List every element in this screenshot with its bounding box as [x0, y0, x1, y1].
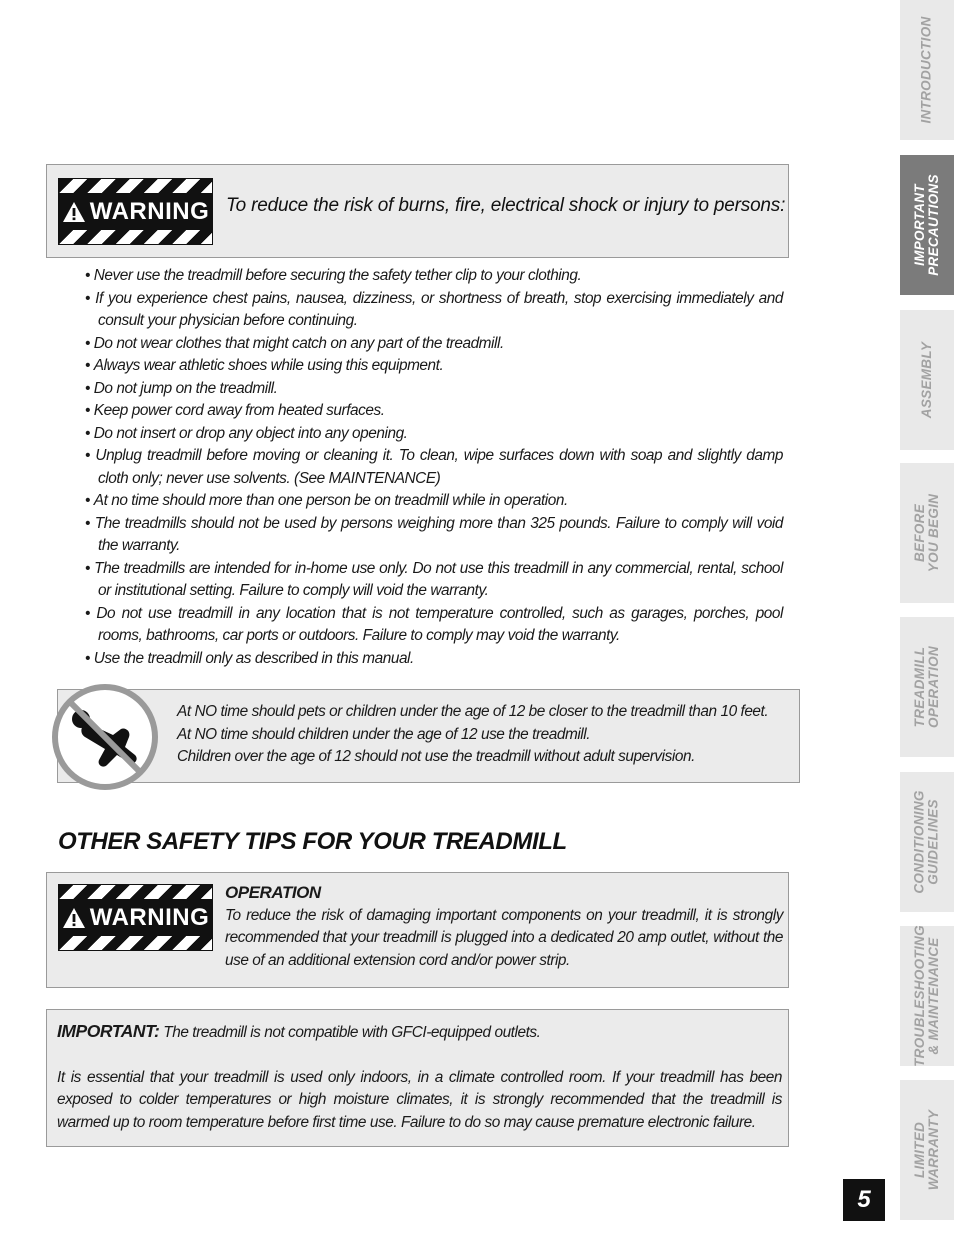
warning-triangle-icon: [62, 201, 86, 223]
tab-conditioning-guidelines[interactable]: [900, 772, 954, 912]
tab-important-precautions[interactable]: [900, 155, 954, 295]
list-item: • Always wear athletic shoes while using this equipment.: [85, 355, 783, 378]
section-title: OTHER SAFETY TIPS FOR YOUR TREADMILL: [58, 828, 567, 855]
warning-sign: [58, 884, 213, 951]
tab-troubleshooting-maintenance[interactable]: [900, 926, 954, 1066]
children-notice-text: [177, 701, 792, 769]
important-label: IMPORTANT:: [57, 1021, 160, 1041]
hazard-stripes: [59, 230, 212, 244]
list-item: • Use the treadmill only as described in this manual.: [85, 648, 783, 671]
important-paragraph: It is essential that your treadmill is used only indoors, in a climate controlled room. If your treadmill has been exposed to colder temperatures or high moisture climates, it is strongly recommended that the treadmill is warmed up to room temperature before first time use. Failure to do so may cause premature electronic failure.: [57, 1068, 782, 1131]
list-item: • Unplug treadmill before moving or cleaning it. To clean, wipe surfaces down with soap and slightly damp cloth only; never use solvents. (See MAINTENANCE): [85, 445, 783, 490]
children-notice-line: At NO time should children under the age of 12 use the treadmill.: [177, 725, 591, 743]
children-notice-line: At NO time should pets or children under the age of 12 be closer to the treadmill than 10 feet.: [177, 703, 769, 720]
tab-label: INTRODUCTION: [919, 16, 934, 124]
children-notice-line: Children over the age of 12 should not use the treadmill without adult supervision.: [177, 748, 695, 765]
hazard-stripes: [59, 179, 212, 193]
tab-treadmill-operation[interactable]: [900, 617, 954, 757]
tab-label: TROUBLESHOOTING & MAINTENANCE: [912, 925, 941, 1067]
list-item: • The treadmills should not be used by persons weighing more than 325 pounds. Failure to comply will void the warranty.: [85, 513, 783, 558]
no-children-icon: [51, 683, 159, 791]
warning-label: WARNING: [89, 197, 210, 225]
hazard-stripes: [59, 936, 212, 950]
tab-label: BEFORE YOU BEGIN: [912, 493, 941, 573]
list-item: • Keep power cord away from heated surfaces.: [85, 400, 783, 423]
list-item: • If you experience chest pains, nausea, dizziness, or shortness of breath, stop exercising immediately and consult your physician before continuing.: [85, 288, 783, 333]
warning-sign: [58, 178, 213, 245]
tab-before-you-begin[interactable]: [900, 463, 954, 603]
tab-limited-warranty[interactable]: [900, 1080, 954, 1220]
important-text: The treadmill is not compatible with GFCI-equipped outlets.: [163, 1024, 541, 1041]
list-item: • The treadmills are intended for in-home use only. Do not use this treadmill in any commercial, rental, school or institutional setting. Failure to comply will void the warranty.: [85, 558, 783, 603]
important-block: [57, 1020, 782, 1134]
warning-triangle-icon: [62, 907, 86, 929]
hazard-stripes: [59, 885, 212, 899]
operation-heading: OPERATION: [225, 883, 321, 902]
tab-introduction[interactable]: [900, 0, 954, 140]
tab-label: CONDITIONING GUIDELINES: [912, 790, 942, 894]
tab-label: TREADMILL OPERATION: [912, 646, 942, 728]
warning-label: WARNING: [89, 903, 210, 931]
page-number: 5: [843, 1179, 885, 1221]
tab-label: LIMITED WARRANTY: [912, 1109, 941, 1191]
list-item: • Never use the treadmill before securing the safety tether clip to your clothing.: [85, 265, 783, 288]
list-item: • Do not jump on the treadmill.: [85, 378, 783, 401]
list-item: • Do not insert or drop any object into any opening.: [85, 423, 783, 446]
precautions-list: [85, 265, 783, 670]
warning-lead-text: To reduce the risk of burns, fire, electrical shock or injury to persons:: [226, 195, 786, 216]
operation-text: To reduce the risk of damaging important components on your treadmill, it is strongly recommended that your treadmill is plugged into a dedicated 20 amp outlet, without the use of an additional extension cord and/or power strip.: [225, 906, 783, 969]
tab-label: ASSEMBLY: [919, 341, 934, 419]
tab-label: IMPORTANT PRECAUTIONS: [912, 174, 941, 276]
list-item: • Do not wear clothes that might catch on any part of the treadmill.: [85, 333, 783, 356]
list-item: • At no time should more than one person be on treadmill while in operation.: [85, 490, 783, 513]
tab-assembly[interactable]: [900, 310, 954, 450]
list-item: • Do not use treadmill in any location that is not temperature controlled, such as garages, porches, pool rooms, bathrooms, car ports or outdoors. Failure to comply may void the warranty.: [85, 603, 783, 648]
operation-block: [225, 882, 783, 972]
